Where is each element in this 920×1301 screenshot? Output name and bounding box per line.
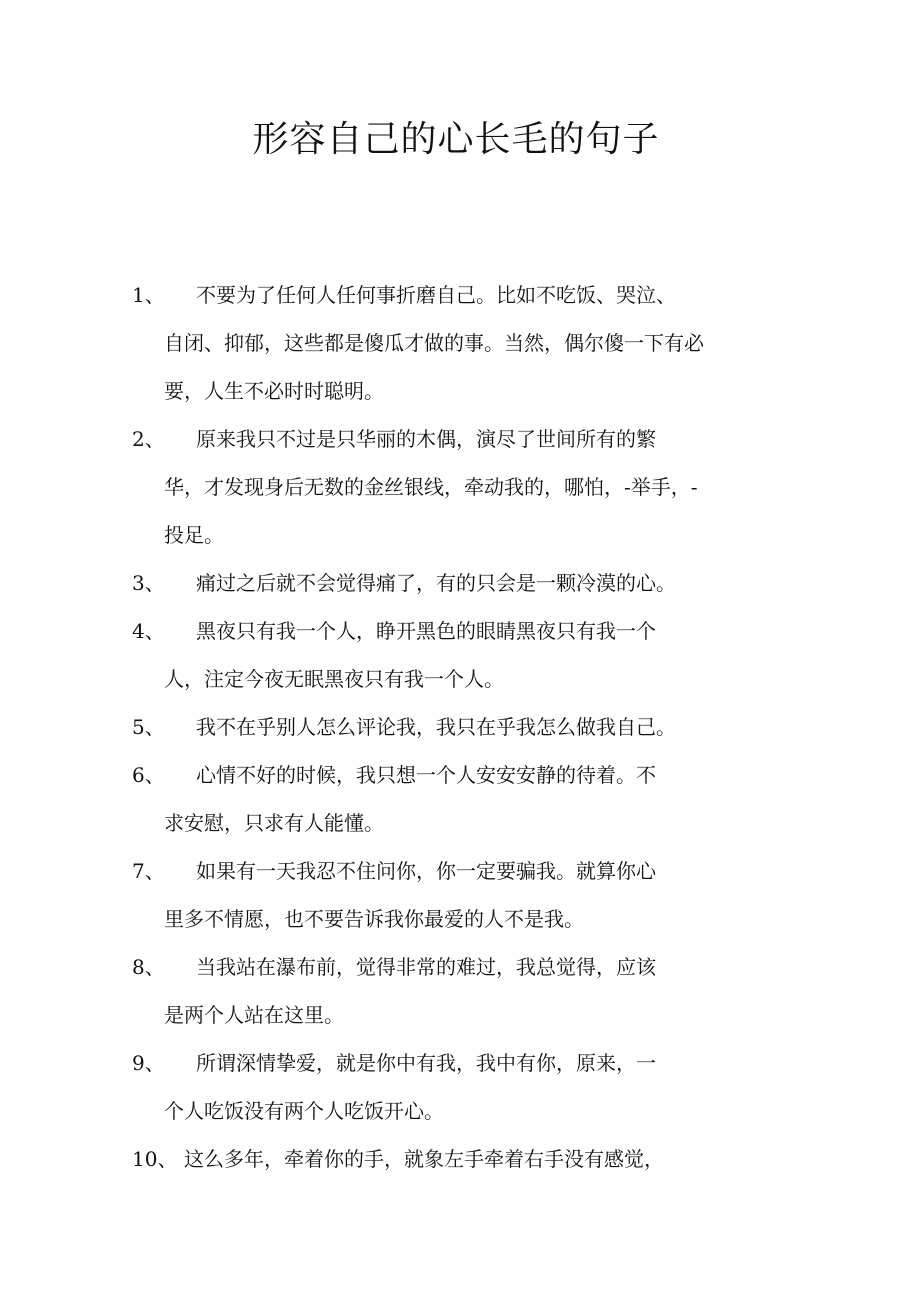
item-text-line: 所谓深情挚爱，就是你中有我，我中有你，原来，一 <box>196 1051 656 1075</box>
item-text-line: 心情不好的时候，我只想一个人安安安静的待着。不 <box>196 763 656 787</box>
item-number: 5、 <box>132 715 165 739</box>
list-item <box>132 751 792 847</box>
item-number: 3、 <box>132 571 165 595</box>
item-text-line: 我不在乎别人怎么评论我，我只在乎我怎么做我自己。 <box>196 715 676 739</box>
list-item <box>132 847 792 943</box>
item-number: 6、 <box>132 763 165 787</box>
item-text-line: 当我站在瀑布前，觉得非常的难过，我总觉得，应该 <box>196 955 656 979</box>
list-item <box>132 1135 792 1183</box>
sentence-list <box>132 271 792 1183</box>
item-number: 4、 <box>132 619 165 643</box>
item-number: 2、 <box>132 427 165 451</box>
item-text-line: 个人吃饭没有两个人吃饭开心。 <box>164 1099 444 1123</box>
item-text-line: 求安慰，只求有人能懂。 <box>164 811 384 835</box>
list-item <box>132 271 792 415</box>
list-item <box>132 559 792 607</box>
item-text-line: 不要为了任何人任何事折磨自己。比如不吃饭、哭泣、 <box>196 283 676 307</box>
item-number: 10、 <box>132 1147 178 1171</box>
item-text-line: 自闭、抑郁，这些都是傻瓜才做的事。当然，偶尔傻一下有必 <box>164 331 704 355</box>
item-text-line: 里多不情愿，也不要告诉我你最爱的人不是我。 <box>164 907 584 931</box>
list-item <box>132 415 792 559</box>
list-item <box>132 943 792 1039</box>
item-number: 8、 <box>132 955 165 979</box>
item-text-line: 黑夜只有我一个人，睁开黑色的眼睛黑夜只有我一个 <box>196 619 656 643</box>
list-item <box>132 703 792 751</box>
document-title: 形容自己的心长毛的句子 <box>252 119 660 160</box>
item-text-line: 原来我只不过是只华丽的木偶，演尽了世间所有的繁 <box>196 427 656 451</box>
item-number: 9、 <box>132 1051 165 1075</box>
list-item <box>132 1039 792 1135</box>
item-text-line: 人，注定今夜无眠黑夜只有我一个人。 <box>164 667 504 691</box>
list-item <box>132 607 792 703</box>
item-text-line: 如果有一天我忍不住问你，你一定要骗我。就算你心 <box>196 859 656 883</box>
item-number: 7、 <box>132 859 165 883</box>
item-text-line: 这么多年，牵着你的手，就象左手牵着右手没有感觉， <box>184 1147 664 1171</box>
item-text-line: 华，才发现身后无数的金丝银线，牵动我的，哪怕，-举手，- <box>164 475 698 499</box>
item-text-line: 投足。 <box>164 523 224 547</box>
item-text-line: 是两个人站在这里。 <box>164 1003 344 1027</box>
item-text-line: 痛过之后就不会觉得痛了，有的只会是一颗冷漠的心。 <box>196 571 676 595</box>
item-text-line: 要，人生不必时时聪明。 <box>164 379 384 403</box>
item-number: 1、 <box>132 283 165 307</box>
